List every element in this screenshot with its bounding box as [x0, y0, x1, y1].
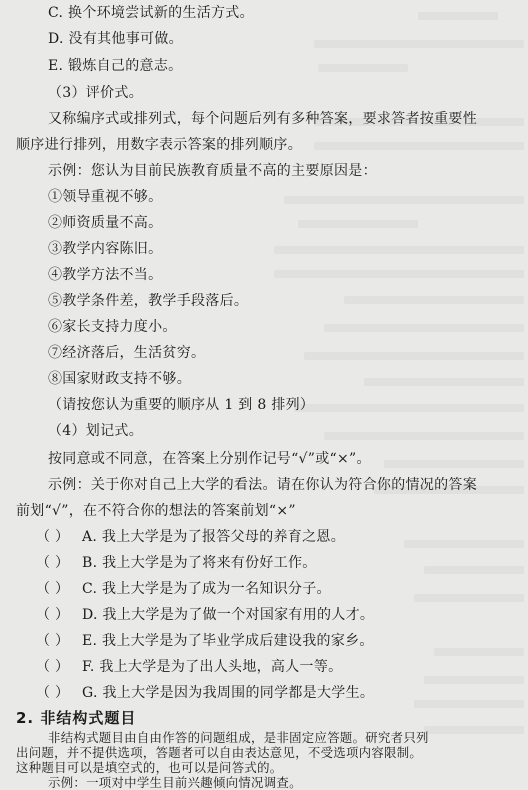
ranking-instruction: （请按您认为重要的顺序从 1 到 8 排列）: [48, 397, 315, 413]
answer-blank: （ ）: [36, 633, 70, 649]
option-c-line: C. 换个环境尝试新的生活方式。: [48, 5, 254, 21]
answer-option-text: C. 我上大学是为了成为一名知识分子。: [82, 581, 331, 597]
answer-blank: （ ）: [36, 555, 70, 571]
example-line: 示例：关于你对自己上大学的看法。请在你认为符合你的情况的答案: [48, 477, 477, 493]
ranking-item: ⑧国家财政支持不够。: [48, 371, 191, 387]
answer-option: [36, 658, 342, 676]
answer-blank: （ ）: [36, 581, 70, 597]
answer-blank: （ ）: [36, 685, 70, 701]
closing-paragraph-line: 非结构式题目由自由作答的问题组成，是非固定应答题。研究者只列: [48, 730, 429, 745]
example-line: 示例：您认为目前民族教育质量不高的主要原因是：: [48, 163, 377, 179]
answer-option-text: A. 我上大学是为了报答父母的养育之恩。: [82, 529, 346, 545]
ranking-item: ①领导重视不够。: [48, 189, 163, 205]
answer-blank: （ ）: [36, 659, 70, 675]
ranking-item: ③教学内容陈旧。: [48, 241, 163, 257]
answer-option: [36, 554, 317, 572]
answer-option: [36, 580, 331, 598]
closing-paragraph-line: 这种题目可以是填空式的，也可以是问答式的。: [16, 760, 283, 775]
section-heading: 2. 非结构式题目: [16, 709, 137, 727]
example-line: 前划“√”，在不符合你的想法的答案前划“×”: [16, 503, 296, 519]
answer-option: [36, 528, 345, 546]
option-e-line: E. 锻炼自己的意志。: [48, 58, 183, 74]
paragraph-line: 顺序进行排列，用数字表示答案的排列顺序。: [16, 137, 302, 153]
ranking-item: ②师资质量不高。: [48, 215, 163, 231]
answer-option-text: G. 我上大学是因为我周围的同学都是大学生。: [82, 685, 375, 701]
ranking-item: ⑦经济落后，生活贫穷。: [48, 345, 206, 361]
ranking-item: ⑥家长支持力度小。: [48, 319, 177, 335]
ranking-item: ④教学方法不当。: [48, 267, 163, 283]
paragraph-line: 按同意或不同意，在答案上分别作记号“√”或“×”。: [48, 451, 371, 467]
answer-option-text: E. 我上大学是为了毕业学成后建设我的家乡。: [82, 633, 374, 649]
subsection-heading-evaluation: （3）评价式。: [48, 85, 144, 101]
answer-option-text: F. 我上大学是为了出人头地，高人一等。: [82, 659, 343, 675]
answer-option: [36, 606, 374, 624]
answer-option: [36, 632, 374, 650]
answer-option-text: D. 我上大学是为了做一个对国家有用的人才。: [82, 607, 375, 623]
answer-option-text: B. 我上大学是为了将来有份好工作。: [82, 555, 317, 571]
answer-blank: （ ）: [36, 529, 70, 545]
closing-paragraph-line: 出问题，并不提供选项，答题者可以自由表达意见，不受选项内容限制。: [16, 745, 423, 760]
paragraph-line: 又称编序式或排列式，每个问题后列有多种答案，要求答者按重要性: [48, 111, 477, 127]
option-d-line: D. 没有其他事可做。: [48, 31, 183, 47]
answer-blank: （ ）: [36, 607, 70, 623]
closing-example-line: 示例：一项对中学生目前兴趣倾向情况调查。: [48, 775, 302, 790]
subsection-heading-marking: （4）划记式。: [48, 423, 144, 439]
ranking-item: ⑤教学条件差，教学手段落后。: [48, 293, 249, 309]
answer-option: [36, 684, 374, 702]
